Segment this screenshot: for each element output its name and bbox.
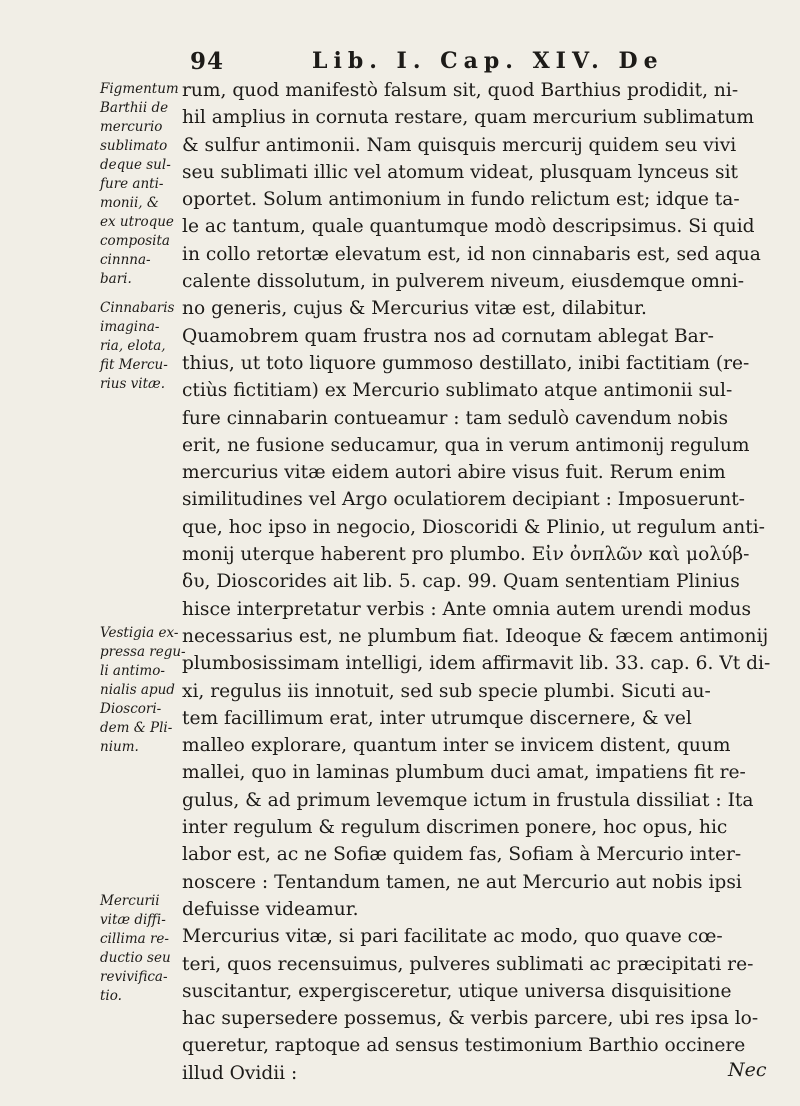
text-line: le ac tantum, quale quantumque modò descripsimus. Si quid bbox=[182, 216, 755, 238]
text-line: seu sublimati illic vel atomum videat, plusquam lynceus sit bbox=[182, 161, 739, 183]
marginal-note bbox=[100, 299, 178, 394]
marginal-note-line: tio. bbox=[100, 988, 122, 1004]
marginal-note-line: Cinnabaris bbox=[100, 300, 175, 316]
marginal-note-line: monii, & bbox=[100, 195, 159, 211]
text-line: necessarius est, ne plumbum fiat. Ideoque & fæcem antimonij bbox=[182, 625, 769, 647]
page-number: 94 bbox=[190, 48, 225, 75]
text-line: tem facillimum erat, inter utrumque discernere, & vel bbox=[182, 707, 692, 729]
text-line: Quamobrem quam frustra nos ad cornutam ablegat Bar- bbox=[182, 325, 714, 347]
marginal-note bbox=[100, 892, 178, 1006]
text-line: calente dissolutum, in pulverem niveum, eiusdemque omni- bbox=[182, 271, 745, 293]
text-line: inter regulum & regulum discrimen ponere, hoc opus, hic bbox=[182, 817, 728, 839]
text-line: malleo explorare, quantum inter se invicem distent, quum bbox=[182, 735, 731, 757]
page-header bbox=[0, 46, 800, 80]
text-line: gulus, & ad primum levemque ictum in frustula dissiliat : Ita bbox=[182, 789, 754, 811]
text-line: queretur, raptoque ad sensus testimonium Barthio occinere bbox=[182, 1035, 746, 1057]
text-line: no generis, cujus & Mercurius vitæ est, dilabitur. bbox=[182, 298, 647, 320]
text-line: ctiùs fictitiam) ex Mercurio sublimato atque antimonii sul- bbox=[182, 380, 733, 402]
text-line: hisce interpretatur verbis : Ante omnia autem urendi modus bbox=[182, 598, 752, 620]
marginal-note-line: Barthii de bbox=[100, 100, 169, 116]
main-text bbox=[182, 77, 782, 1087]
marginal-note-line: Vestigia ex- bbox=[100, 625, 179, 641]
marginal-note-line: Dioscori- bbox=[100, 701, 162, 717]
text-line: mallei, quo in laminas plumbum duci amat, impatiens fit re- bbox=[182, 762, 746, 784]
text-line: & sulfur antimonii. Nam quisquis mercurij quidem seu vivi bbox=[182, 134, 737, 156]
text-line: erit, ne fusione seducamur, qua in verum antimonij regulum bbox=[182, 434, 750, 456]
text-line: teri, quos recensuimus, pulveres sublimati ac præcipitati re- bbox=[182, 953, 754, 975]
marginal-note-line: fure anti- bbox=[100, 176, 164, 192]
text-line: que, hoc ipso in negocio, Dioscoridi & Plinio, ut regulum anti- bbox=[182, 516, 765, 538]
text-line: suscitantur, expergisceretur, utique universa disquisitione bbox=[182, 980, 732, 1002]
marginal-note-line: Mercurii bbox=[100, 893, 160, 909]
catchword: Nec bbox=[728, 1059, 767, 1081]
marginal-note-line: deque sul- bbox=[100, 157, 171, 173]
marginal-note bbox=[100, 80, 178, 289]
text-line: defuisse videamur. bbox=[182, 898, 359, 920]
marginal-note-line: mercurio bbox=[100, 119, 163, 135]
marginal-note-line: pressa regu- bbox=[100, 644, 186, 660]
text-line: hil amplius in cornuta restare, quam mercurium sublimatum bbox=[182, 107, 755, 129]
marginal-note-line: nialis apud bbox=[100, 682, 175, 698]
marginal-note-line: revivifica- bbox=[100, 969, 168, 985]
marginal-note-line: ria, elota, bbox=[100, 338, 166, 354]
marginal-note-line: imagina- bbox=[100, 319, 160, 335]
text-line: similitudines vel Argo oculatiorem decipiant : Imposuerunt- bbox=[182, 489, 745, 511]
marginal-note-line: rius vitæ. bbox=[100, 376, 166, 392]
marginal-note-line: cillima re- bbox=[100, 931, 169, 947]
text-line: in collo retortæ elevatum est, id non cinnabaris est, sed aqua bbox=[182, 243, 761, 265]
text-line: thius, ut toto liquore gummoso destillato, inibi factitiam (re- bbox=[182, 352, 750, 374]
text-line: hac supersedere possemus, & verbis parcere, ubi res ipsa lo- bbox=[182, 1008, 759, 1030]
marginal-note-line: composita bbox=[100, 233, 170, 249]
text-line: illud Ovidii : bbox=[182, 1062, 298, 1084]
marginal-note-line: sublimato bbox=[100, 138, 168, 154]
marginal-note-line: Figmentum bbox=[100, 81, 179, 97]
marginal-note-line: nium. bbox=[100, 739, 139, 755]
marginal-note-line: fit Mercu- bbox=[100, 357, 168, 373]
marginal-note-line: dem & Pli- bbox=[100, 720, 173, 736]
text-line: mercurius vitæ eidem autori abire visus fuit. Rerum enim bbox=[182, 462, 726, 484]
running-head: Lib. I. Cap. XIV. De bbox=[312, 48, 664, 74]
text-line: noscere : Tentandum tamen, ne aut Mercurio aut nobis ipsi bbox=[182, 871, 742, 893]
marginal-note-line: ductio seu bbox=[100, 950, 171, 966]
text-line: Mercurius vitæ, si pari facilitate ac modo, quo quave cœ- bbox=[182, 926, 723, 948]
marginal-note-line: vitæ diffi- bbox=[100, 912, 166, 928]
marginal-note bbox=[100, 624, 186, 757]
text-line: fure cinnabarin contueamur : tam sedulò cavendum nobis bbox=[182, 407, 729, 429]
text-line: monij uterque haberent pro plumbo. Εἰν ὀνπλῶν καὶ μολύβ- bbox=[182, 544, 750, 566]
marginal-note-line: cinnna- bbox=[100, 252, 151, 268]
marginal-note-line: bari. bbox=[100, 271, 132, 287]
text-line: oportet. Solum antimonium in fundo relictum est; idque ta- bbox=[182, 189, 740, 211]
text-line: rum, quod manifestò falsum sit, quod Barthius prodidit, ni- bbox=[182, 80, 739, 101]
text-line: δυ, Dioscorides ait lib. 5. cap. 99. Quam sententiam Plinius bbox=[182, 571, 740, 593]
text-line: labor est, ac ne Sofiæ quidem fas, Sofiam à Mercurio inter- bbox=[182, 844, 742, 866]
marginal-note-line: li antimo- bbox=[100, 663, 165, 679]
text-line: plumbosissimam intelligi, idem affirmavit lib. 33. cap. 6. Vt di- bbox=[182, 653, 771, 675]
marginal-note-line: ex utroque bbox=[100, 214, 174, 230]
text-line: xi, regulus iis innotuit, sed sub specie plumbi. Sicuti au- bbox=[182, 680, 711, 702]
